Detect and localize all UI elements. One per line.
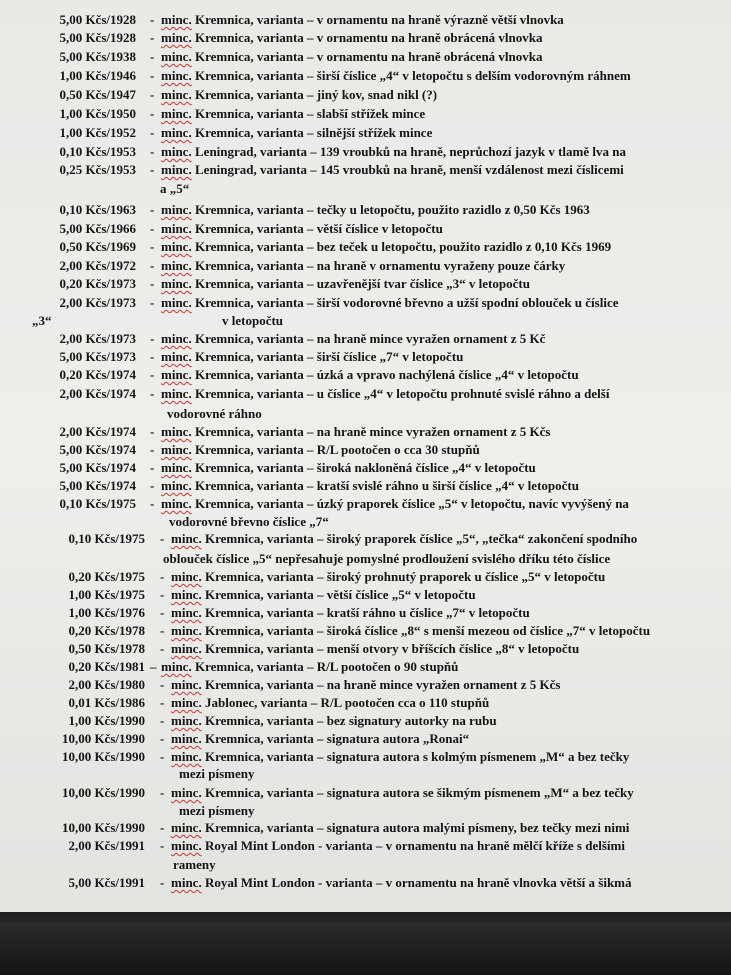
list-item [0,125,731,143]
separator-dash: - [150,12,155,27]
variant-description: Kremnica, varianta – signatura autora „Ronai“ [205,731,470,746]
list-item [0,478,731,496]
variant-description: Leningrad, varianta – 145 vroubků na hraně, menší vzdálenost mezi číslicemi [195,162,624,177]
separator-dash: - [160,713,165,728]
variant-description: Kremnica, varianta – úzký praporek číslice „5“ v letopočtu, navíc vyvýšený na [195,496,629,511]
mint-abbrev: minc. [171,785,202,800]
separator-dash: - [150,30,155,45]
list-item [0,221,731,239]
coin-value: 0,10 Kčs/1953 [59,144,136,159]
variant-description: Kremnica, varianta – uzavřenější tvar číslice „3“ v letopočtu [195,276,530,291]
separator-dash: - [150,442,155,457]
variant-description: Kremnica, varianta – na hraně mince vyražen ornament z 5 Kčs [195,424,551,439]
mint-abbrev: minc. [161,442,192,457]
mint-abbrev: minc. [161,144,192,159]
list-item [0,875,731,893]
list-item [0,202,731,220]
list-item [0,659,731,677]
variant-description: Kremnica, varianta – široká číslice „8“ s menší mezeou od číslice „7“ v letopočtu [205,623,651,638]
variant-description: Kremnica, varianta – na hraně mince vyražen ornament z 5 Kč [195,331,546,346]
variant-description: Kremnica, varianta – slabší střížek mince [195,106,426,121]
continuation-text: vodorovné ráhno [167,406,262,421]
mint-abbrev: minc. [161,386,192,401]
list-item [0,239,731,257]
separator-dash: - [150,349,155,364]
separator-dash: - [160,677,165,692]
separator-dash: - [150,125,155,140]
list-item [0,587,731,605]
separator-dash: - [150,295,155,310]
mint-abbrev: minc. [161,87,192,102]
coin-value: 0,20 Kčs/1975 [68,569,145,584]
list-item [0,386,731,404]
separator-dash: - [160,695,165,710]
coin-value: 0,20 Kčs/1978 [68,623,145,638]
variant-description: Kremnica, varianta – menší otvory v bříšcích číslice „8“ v letopočtu [205,641,580,656]
variant-description: Kremnica, varianta – signatura autora se šikmým písmenem „M“ a bez tečky [205,785,634,800]
mint-abbrev: minc. [161,125,192,140]
mint-abbrev: minc. [171,838,202,853]
list-item [0,731,731,749]
list-item [0,605,731,623]
mint-abbrev: minc. [171,587,202,602]
separator-dash: - [160,749,165,764]
mint-abbrev: minc. [161,30,192,45]
mint-abbrev: minc. [161,460,192,475]
mint-abbrev: minc. [171,731,202,746]
list-item [0,424,731,442]
variant-description: Royal Mint London - varianta – v ornamentu na hraně vlnovka větší a šikmá [205,875,632,890]
separator-dash: - [150,496,155,511]
separator-dash: - [150,331,155,346]
separator-dash: - [150,87,155,102]
separator-dash: - [160,820,165,835]
separator-dash: - [160,731,165,746]
list-item [0,442,731,460]
coin-value: 2,00 Kčs/1973 [59,331,136,346]
list-item [0,641,731,659]
coin-value: 5,00 Kčs/1928 [59,30,136,45]
mint-abbrev: minc. [171,749,202,764]
coin-value: 1,00 Kčs/1950 [59,106,136,121]
variant-description: Kremnica, varianta – širší číslice „7“ v letopočtu [195,349,464,364]
list-item [0,531,731,549]
variant-description: Kremnica, varianta – široká nakloněná číslice „4“ v letopočtu [195,460,536,475]
variant-description: Kremnica, varianta – signatura autora s kolmým písmenem „M“ a bez tečky [205,749,630,764]
continuation-text: rameny [173,857,216,872]
separator-dash: - [160,623,165,638]
list-item [0,496,731,514]
mint-abbrev: minc. [161,106,192,121]
mint-abbrev: minc. [161,478,192,493]
variant-description: Leningrad, varianta – 139 vroubků na hraně, neprůchozí jazyk v tlamě lva na [195,144,626,159]
coin-value: 0,20 Kčs/1974 [59,367,136,382]
continuation-text: a „5“ [160,181,190,196]
separator-dash: - [160,531,165,546]
variant-description: Kremnica, varianta – bez teček u letopočtu, použito razidlo z 0,10 Kčs 1969 [195,239,612,254]
list-item [0,623,731,641]
continuation-text: v letopočtu [222,313,284,328]
list-item [0,785,731,803]
variant-description: Kremnica, varianta – R/L pootočen o cca 30 stupňů [195,442,480,457]
list-item [0,569,731,587]
coin-value: 5,00 Kčs/1991 [68,875,145,890]
separator-dash: - [160,587,165,602]
list-item [0,49,731,67]
coin-value: 0,10 Kčs/1975 [68,531,145,546]
list-item [0,276,731,294]
coin-value: 0,50 Kčs/1978 [68,641,145,656]
separator-dash: - [150,367,155,382]
coin-value: 5,00 Kčs/1973 [59,349,136,364]
variant-description: Kremnica, varianta – na hraně mince vyražen ornament z 5 Kčs [205,677,561,692]
coin-value: 2,00 Kčs/1972 [59,258,136,273]
coin-value: 5,00 Kčs/1928 [59,12,136,27]
separator-dash: - [160,641,165,656]
mint-abbrev: minc. [161,221,192,236]
separator-dash: - [160,569,165,584]
coin-value: 10,00 Kčs/1990 [61,820,145,835]
mint-abbrev: minc. [171,713,202,728]
variant-description: Kremnica, varianta – jiný kov, snad nikl (?) [195,87,438,102]
mint-abbrev: minc. [161,202,192,217]
mint-abbrev: minc. [161,659,192,674]
variant-description: Kremnica, varianta – v ornamentu na hraně výrazně větší vlnovka [195,12,564,27]
separator-dash: - [150,106,155,121]
continuation-text: mezi písmeny [179,766,255,781]
list-item [0,12,731,30]
mint-abbrev: minc. [171,875,202,890]
mint-abbrev: minc. [171,820,202,835]
separator-dash: - [150,49,155,64]
separator-dash: - [150,221,155,236]
mint-abbrev: minc. [161,496,192,511]
separator-dash: - [160,785,165,800]
coin-value: 10,00 Kčs/1990 [61,749,145,764]
list-item [0,30,731,48]
coin-value: 0,01 Kčs/1986 [68,695,145,710]
monitor-bezel [0,912,731,975]
variant-description: Kremnica, varianta – u číslice „4“ v letopočtu prohnuté svislé ráhno a delší [195,386,610,401]
list-item [0,820,731,838]
coin-value: 5,00 Kčs/1974 [59,442,136,457]
separator-dash: - [150,68,155,83]
continuation-text: „3“ [32,313,52,328]
mint-abbrev: minc. [171,677,202,692]
continuation-text: vodorovné břevno číslice „7“ [169,514,329,529]
separator-dash: - [160,838,165,853]
coin-value: 2,00 Kčs/1973 [59,295,136,310]
coin-value: 1,00 Kčs/1946 [59,68,136,83]
variant-description: Kremnica, varianta – R/L pootočen o 90 stupňů [195,659,459,674]
separator-dash: - [150,162,155,177]
variant-description: Kremnica, varianta – úzká a vpravo nachýlená číslice „4“ v letopočtu [195,367,579,382]
separator-dash: - [150,239,155,254]
separator-dash: – [150,659,157,674]
mint-abbrev: minc. [171,641,202,656]
coin-value: 1,00 Kčs/1990 [68,713,145,728]
variant-description: Kremnica, varianta – bez signatury autorky na rubu [205,713,497,728]
separator-dash: - [150,258,155,273]
list-item [0,367,731,385]
coin-value: 2,00 Kčs/1974 [59,424,136,439]
separator-dash: - [150,276,155,291]
mint-abbrev: minc. [161,276,192,291]
mint-abbrev: minc. [171,623,202,638]
list-item [0,749,731,767]
coin-value: 0,50 Kčs/1947 [59,87,136,102]
mint-abbrev: minc. [171,569,202,584]
variant-description: Kremnica, varianta – kratší svislé ráhno u širší číslice „4“ v letopočtu [195,478,579,493]
separator-dash: - [150,460,155,475]
coin-value: 5,00 Kčs/1974 [59,460,136,475]
list-item [0,460,731,478]
mint-abbrev: minc. [171,605,202,620]
separator-dash: - [160,875,165,890]
list-item [0,68,731,86]
mint-abbrev: minc. [171,695,202,710]
mint-abbrev: minc. [161,162,192,177]
coin-value: 5,00 Kčs/1966 [59,221,136,236]
list-item [0,695,731,713]
list-item [0,144,731,162]
coin-value: 5,00 Kčs/1974 [59,478,136,493]
coin-value: 0,25 Kčs/1953 [59,162,136,177]
coin-value: 5,00 Kčs/1938 [59,49,136,64]
coin-value: 0,10 Kčs/1975 [59,496,136,511]
variant-description: Kremnica, varianta – široký prohnutý praporek u číslice „5“ v letopočtu [205,569,606,584]
coin-value: 0,10 Kčs/1963 [59,202,136,217]
separator-dash: - [150,386,155,401]
variant-description: Jablonec, varianta – R/L pootočen cca o 110 stupňů [205,695,490,710]
variant-description: Kremnica, varianta – široký praporek číslice „5“, „tečka“ zakončení spodního [205,531,638,546]
list-item [0,677,731,695]
separator-dash: - [160,605,165,620]
list-item [0,106,731,124]
variant-description: Kremnica, varianta – v ornamentu na hraně obrácená vlnovka [195,49,543,64]
coin-value: 0,20 Kčs/1973 [59,276,136,291]
list-item [0,349,731,367]
mint-abbrev: minc. [161,239,192,254]
coin-value: 1,00 Kčs/1976 [68,605,145,620]
separator-dash: - [150,202,155,217]
list-item [0,838,731,856]
variant-description: Kremnica, varianta – tečky u letopočtu, použito razidlo z 0,50 Kčs 1963 [195,202,590,217]
coin-value: 10,00 Kčs/1990 [61,785,145,800]
variant-description: Kremnica, varianta – signatura autora malými písmeny, bez tečky mezi nimi [205,820,630,835]
mint-abbrev: minc. [161,295,192,310]
mint-abbrev: minc. [171,531,202,546]
list-item [0,713,731,731]
variant-description: Kremnica, varianta – větší číslice v letopočtu [195,221,443,236]
list-item [0,258,731,276]
mint-abbrev: minc. [161,258,192,273]
variant-description: Kremnica, varianta – silnější střížek mince [195,125,433,140]
coin-value: 1,00 Kčs/1952 [59,125,136,140]
variant-description: Kremnica, varianta – kratší ráhno u číslice „7“ v letopočtu [205,605,530,620]
list-item [0,87,731,105]
list-item [0,295,731,313]
variant-description: Royal Mint London - varianta – v ornamentu na hraně mělčí kříže s delšími [205,838,625,853]
coin-value: 2,00 Kčs/1974 [59,386,136,401]
coin-value: 2,00 Kčs/1991 [68,838,145,853]
mint-abbrev: minc. [161,12,192,27]
separator-dash: - [150,478,155,493]
coin-value: 2,00 Kčs/1980 [68,677,145,692]
mint-abbrev: minc. [161,349,192,364]
mint-abbrev: minc. [161,367,192,382]
variant-description: Kremnica, varianta – na hraně v ornamentu vyraženy pouze čárky [195,258,566,273]
continuation-text: mezi písmeny [179,803,255,818]
coin-value: 0,50 Kčs/1969 [59,239,136,254]
mint-abbrev: minc. [161,68,192,83]
separator-dash: - [150,424,155,439]
list-item [0,331,731,349]
variant-description: Kremnica, varianta – širší číslice „4“ v letopočtu s delším vodorovným ráhnem [195,68,631,83]
coin-value: 1,00 Kčs/1975 [68,587,145,602]
mint-abbrev: minc. [161,331,192,346]
mint-abbrev: minc. [161,49,192,64]
mint-abbrev: minc. [161,424,192,439]
variant-description: Kremnica, varianta – širší vodorovné břevno a užší spodní oblouček u číslice [195,295,619,310]
variant-description: Kremnica, varianta – v ornamentu na hraně obrácená vlnovka [195,30,543,45]
list-item [0,162,731,180]
separator-dash: - [150,144,155,159]
coin-value: 10,00 Kčs/1990 [61,731,145,746]
continuation-text: oblouček číslice „5“ nepřesahuje pomyslné prodloužení svislého dříku této číslice [163,551,611,566]
variant-description: Kremnica, varianta – větší číslice „5“ v letopočtu [205,587,476,602]
coin-value: 0,20 Kčs/1981 [68,659,145,674]
